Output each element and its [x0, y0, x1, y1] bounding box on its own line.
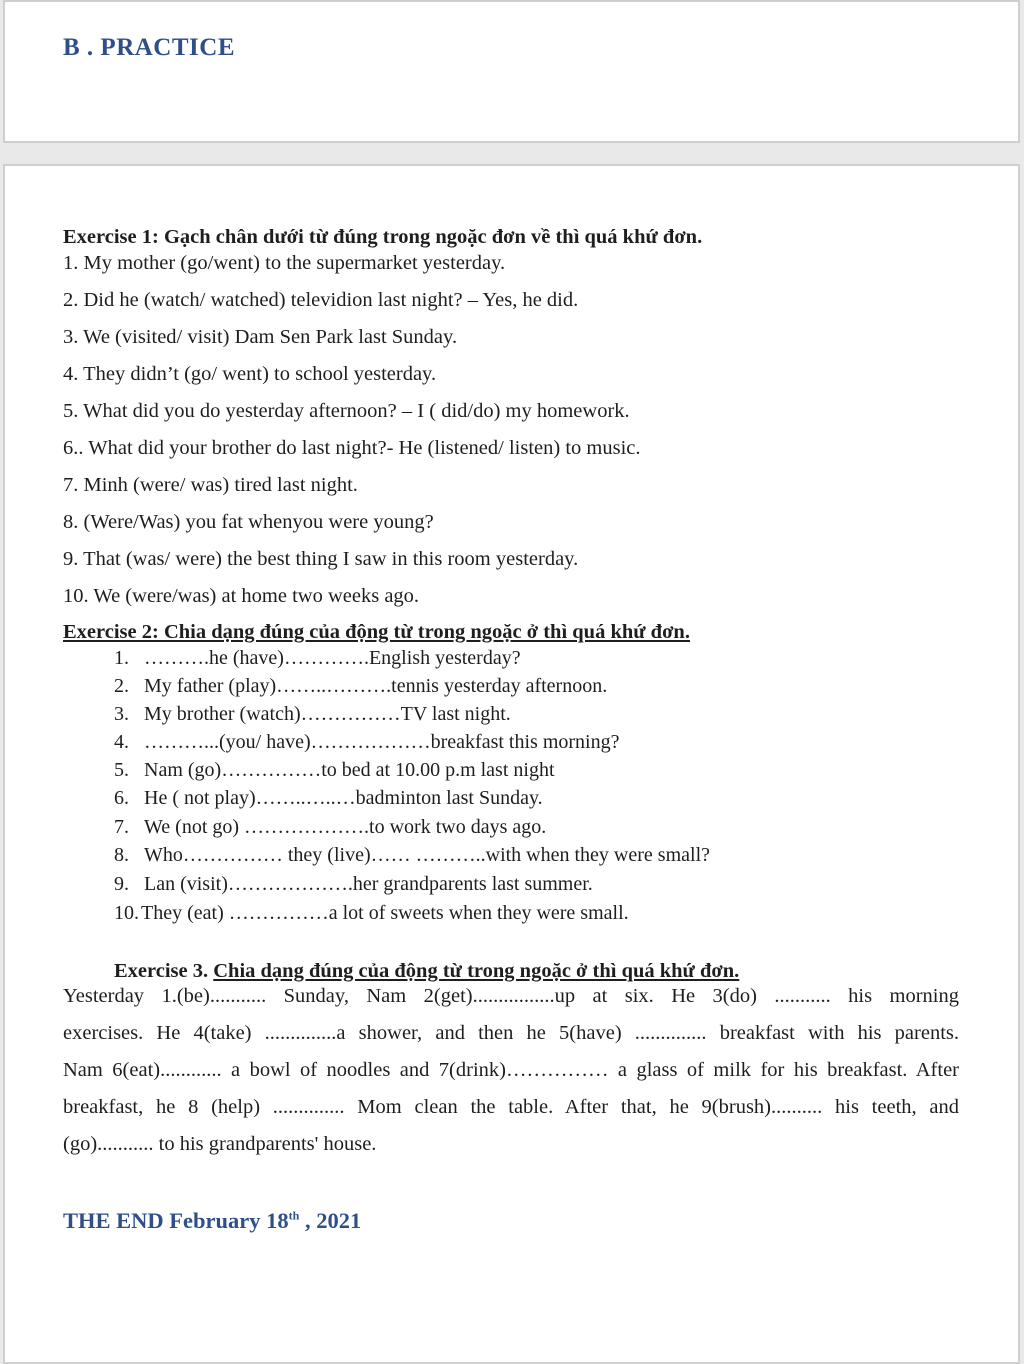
item-text: They (eat) ……………a lot of sweets when they were small. — [141, 902, 629, 924]
exercise-3-title-underlined: Chia dạng đúng của động từ trong ngoặc ở thì quá khứ đơn. — [213, 960, 740, 982]
exercise-3-title-prefix: Exercise 3. — [114, 960, 214, 982]
exercise-3-title — [114, 960, 739, 983]
exercise-2-title: Exercise 2: Chia dạng đúng của động từ trong ngoặc ở thì quá khứ đơn. — [63, 621, 690, 643]
item-text: My brother (watch)……………TV last night. — [144, 703, 511, 725]
exercise-3-paragraph-line: exercises. He 4(take) ..............a shower, and then he 5(have) .............. breakfast with his parents. — [63, 1022, 959, 1044]
item-text: My father (play)……..……….tennis yesterday afternoon. — [144, 675, 608, 697]
item-number: 1. — [114, 647, 129, 669]
exercise-1-item: 3. We (visited/ visit) Dam Sen Park last Sunday. — [63, 326, 458, 348]
exercise-1-item: 10. We (were/was) at home two weeks ago. — [63, 585, 420, 607]
exercise-3-paragraph-line: Yesterday 1.(be)........... Sunday, Nam 2(get)................up at six. He 3(do) ........... his morning — [63, 985, 959, 1007]
practice-header-box — [3, 0, 1020, 143]
exercise-1-title: Exercise 1: Gạch chân dưới từ đúng trong ngoặc đơn về thì quá khứ đơn. — [63, 226, 703, 248]
item-number: 7. — [114, 816, 129, 838]
footer-superscript: th — [288, 1208, 300, 1223]
footer-text: THE END February 18 — [63, 1208, 289, 1233]
item-number: 3. — [114, 703, 129, 725]
item-number: 2. — [114, 675, 129, 697]
footer-year: , 2021 — [299, 1208, 362, 1233]
item-number: 6. — [114, 787, 129, 809]
item-number: 5. — [114, 759, 129, 781]
exercise-3-paragraph-line: Nam 6(eat)............ a bowl of noodles and 7(drink)…………… a glass of milk for his breakfast. After — [63, 1059, 959, 1081]
item-number: 8. — [114, 844, 129, 866]
exercise-3-paragraph-line: breakfast, he 8 (help) .............. Mom clean the table. After that, he 9(brush).......... his teeth, and — [63, 1096, 959, 1118]
item-text: Lan (visit)……………….her grandparents last summer. — [144, 873, 593, 895]
item-number: 4. — [114, 731, 129, 753]
section-title: B . PRACTICE — [63, 34, 235, 61]
item-text: He ( not play)……..…..…badminton last Sunday. — [144, 787, 543, 809]
item-text: ………...(you/ have)………………breakfast this morning? — [144, 731, 620, 753]
the-end-footer — [63, 1208, 361, 1234]
item-text: Nam (go)……………to bed at 10.00 p.m last night — [144, 759, 555, 781]
item-number: 10. — [114, 902, 139, 924]
exercise-1-item: 9. That (was/ were) the best thing I saw in this room yesterday. — [63, 548, 579, 570]
exercise-1-item: 1. My mother (go/went) to the supermarket yesterday. — [63, 252, 506, 274]
exercise-1-item: 8. (Were/Was) you fat whenyou were young? — [63, 511, 434, 533]
exercise-1-item: 6.. What did your brother do last night?- He (listened/ listen) to music. — [63, 437, 641, 459]
exercise-1-item: 7. Minh (were/ was) tired last night. — [63, 474, 358, 496]
item-number: 9. — [114, 873, 129, 895]
item-text: We (not go) ……………….to work two days ago. — [144, 816, 547, 838]
exercise-1-item: 2. Did he (watch/ watched) televidion last night? – Yes, he did. — [63, 289, 579, 311]
exercise-1-item: 5. What did you do yesterday afternoon? – I ( did/do) my homework. — [63, 400, 630, 422]
item-text: ……….he (have)………….English yesterday? — [144, 647, 521, 669]
item-text: Who…………… they (live)…… ………..with when they were small? — [144, 844, 710, 866]
exercise-3-paragraph-line: (go)........... to his grandparents' house. — [63, 1133, 377, 1155]
exercise-1-item: 4. They didn’t (go/ went) to school yesterday. — [63, 363, 437, 385]
